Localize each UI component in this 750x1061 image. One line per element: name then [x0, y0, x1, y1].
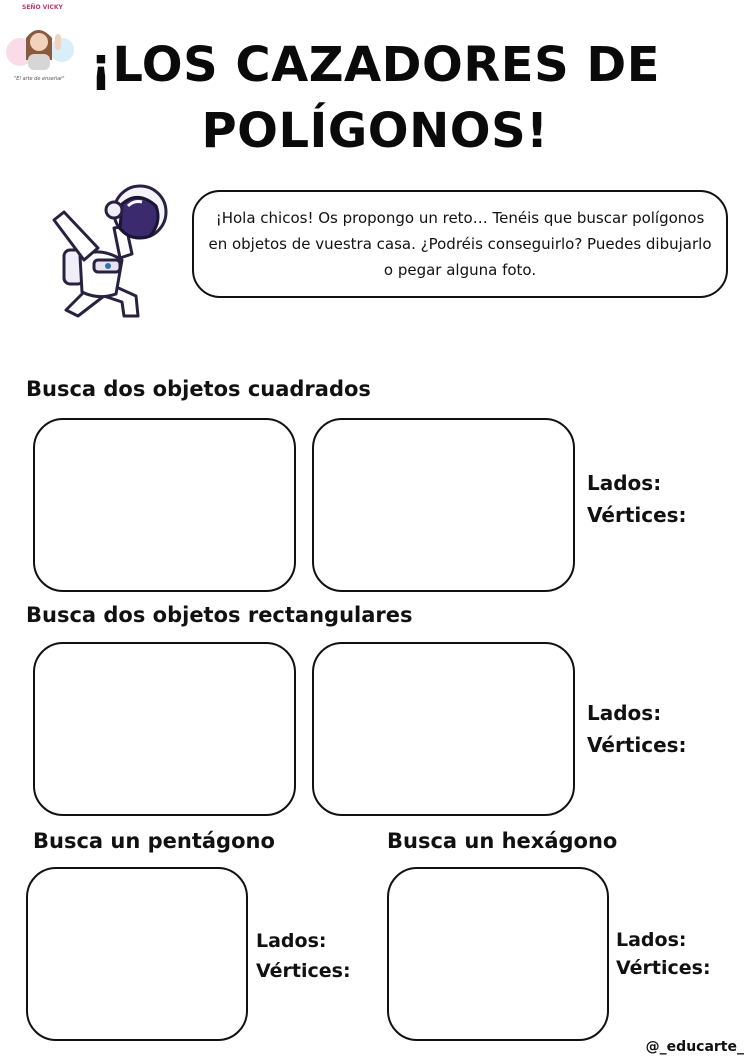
- heading-hexagon: Busca un hexágono: [387, 829, 618, 853]
- astronaut-dab-icon: [44, 178, 174, 320]
- heading-pentagon: Busca un pentágono: [33, 829, 275, 853]
- rectangles-sides-label: Lados:: [587, 701, 662, 725]
- pentagon-vertices-label: Vértices:: [256, 960, 351, 982]
- heading-squares: Busca dos objetos cuadrados: [26, 377, 371, 401]
- pentagon-sides-label: Lados:: [256, 930, 327, 952]
- squares-sides-label: Lados:: [587, 471, 662, 495]
- hexagon-vertices-label: Vértices:: [616, 957, 711, 979]
- heading-rectangles: Busca dos objetos rectangulares: [26, 603, 413, 627]
- squares-vertices-label: Vértices:: [587, 503, 687, 527]
- rectangle-object-box-1[interactable]: [33, 642, 296, 816]
- rectangle-object-box-2[interactable]: [312, 642, 575, 816]
- footer-handle: @_educarte_: [645, 1039, 744, 1055]
- astronaut-illustration: [44, 178, 174, 320]
- hexagon-sides-label: Lados:: [616, 929, 687, 951]
- intro-text: ¡Hola chicos! Os propongo un reto… Tenéis que buscar polígonos en objetos de vuestra casa. ¿Podréis conseguirlo? Puedes dibujarlo o pegar alguna foto.: [208, 209, 712, 279]
- page-title-line2: POLÍGONOS!: [201, 103, 549, 159]
- pentagon-object-box[interactable]: [26, 867, 248, 1041]
- rectangles-vertices-label: Vértices:: [587, 733, 687, 757]
- logo-top-text: SEÑO VICKY: [22, 4, 63, 11]
- square-object-box-1[interactable]: [33, 418, 296, 592]
- square-object-box-2[interactable]: [312, 418, 575, 592]
- logo-bottom-text: "El arte de enseñar": [14, 76, 65, 82]
- hexagon-object-box[interactable]: [387, 867, 609, 1041]
- page-title-line1: ¡LOS CAZADORES DE: [90, 37, 660, 93]
- intro-text-box: [192, 190, 728, 298]
